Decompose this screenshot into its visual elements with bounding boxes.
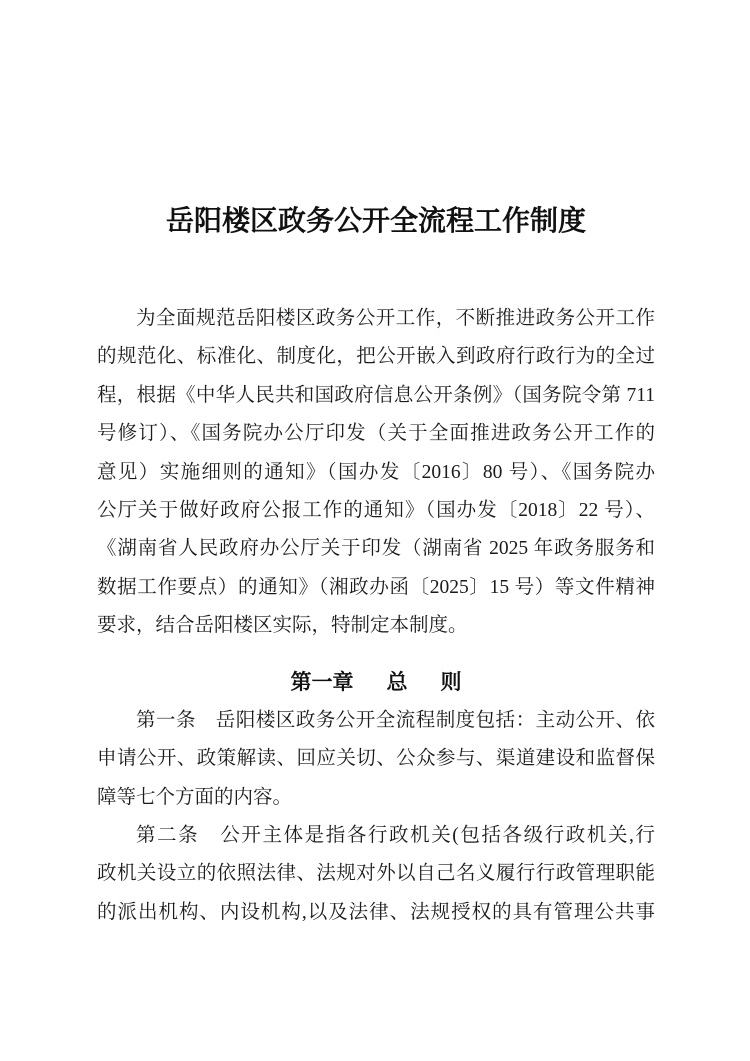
chapter-number: 第一章 [290, 670, 354, 694]
chapter-title-char: 则 [440, 670, 462, 694]
article-1-paragraph [97, 702, 655, 817]
page-title: 岳阳楼区政务公开全流程工作制度 [165, 206, 586, 237]
text-line: 程，根据《中华人民共和国政府信息公开条例》（国务院令第 711 [97, 384, 655, 406]
text-line: 的规范化、标准化、制度化，把公开嵌入到政府行政行为的全过 [97, 346, 655, 368]
text-line: 障等七个方面的内容。 [97, 786, 293, 808]
text-line: 的派出机构、内设机构,以及法律、法规授权的具有管理公共事 [97, 901, 655, 923]
text-line: 意见）实施细则的通知》（国办发〔2016〕80 号）、《国务院办 [97, 461, 655, 483]
text-line: 为全面规范岳阳楼区政务公开工作，不断推进政务公开工作 [136, 308, 655, 329]
text-line: 要求，结合岳阳楼区实际，特制定本制度。 [97, 615, 468, 637]
text-line: 《湖南省人民政府办公厅关于印发（湖南省 2025 年政务服务和 [97, 538, 655, 560]
text-line: 号修订）、《国务院办公厅印发（关于全面推进政务公开工作的 [97, 423, 655, 445]
text-line: 政机关设立的依照法律、法规对外以自己名义履行行政管理职能 [97, 863, 655, 885]
text-line: 第二条 公开主体是指各行政机关(包括各级行政机关,行 [136, 825, 655, 847]
chapter-heading [97, 664, 655, 702]
intro-paragraph [97, 300, 655, 646]
text-line: 公厅关于做好政府公报工作的通知》（国办发〔2018〕22 号）、 [97, 499, 655, 521]
chapter-title-char: 总 [386, 670, 408, 694]
article-2-paragraph [97, 817, 655, 932]
text-line: 数据工作要点）的通知》（湘政办函〔2025〕15 号）等文件精神 [97, 576, 655, 598]
text-line: 第一条 岳阳楼区政务公开全流程制度包括：主动公开、依 [136, 709, 655, 731]
text-line: 申请公开、政策解读、回应关切、公众参与、渠道建设和监督保 [97, 748, 655, 770]
